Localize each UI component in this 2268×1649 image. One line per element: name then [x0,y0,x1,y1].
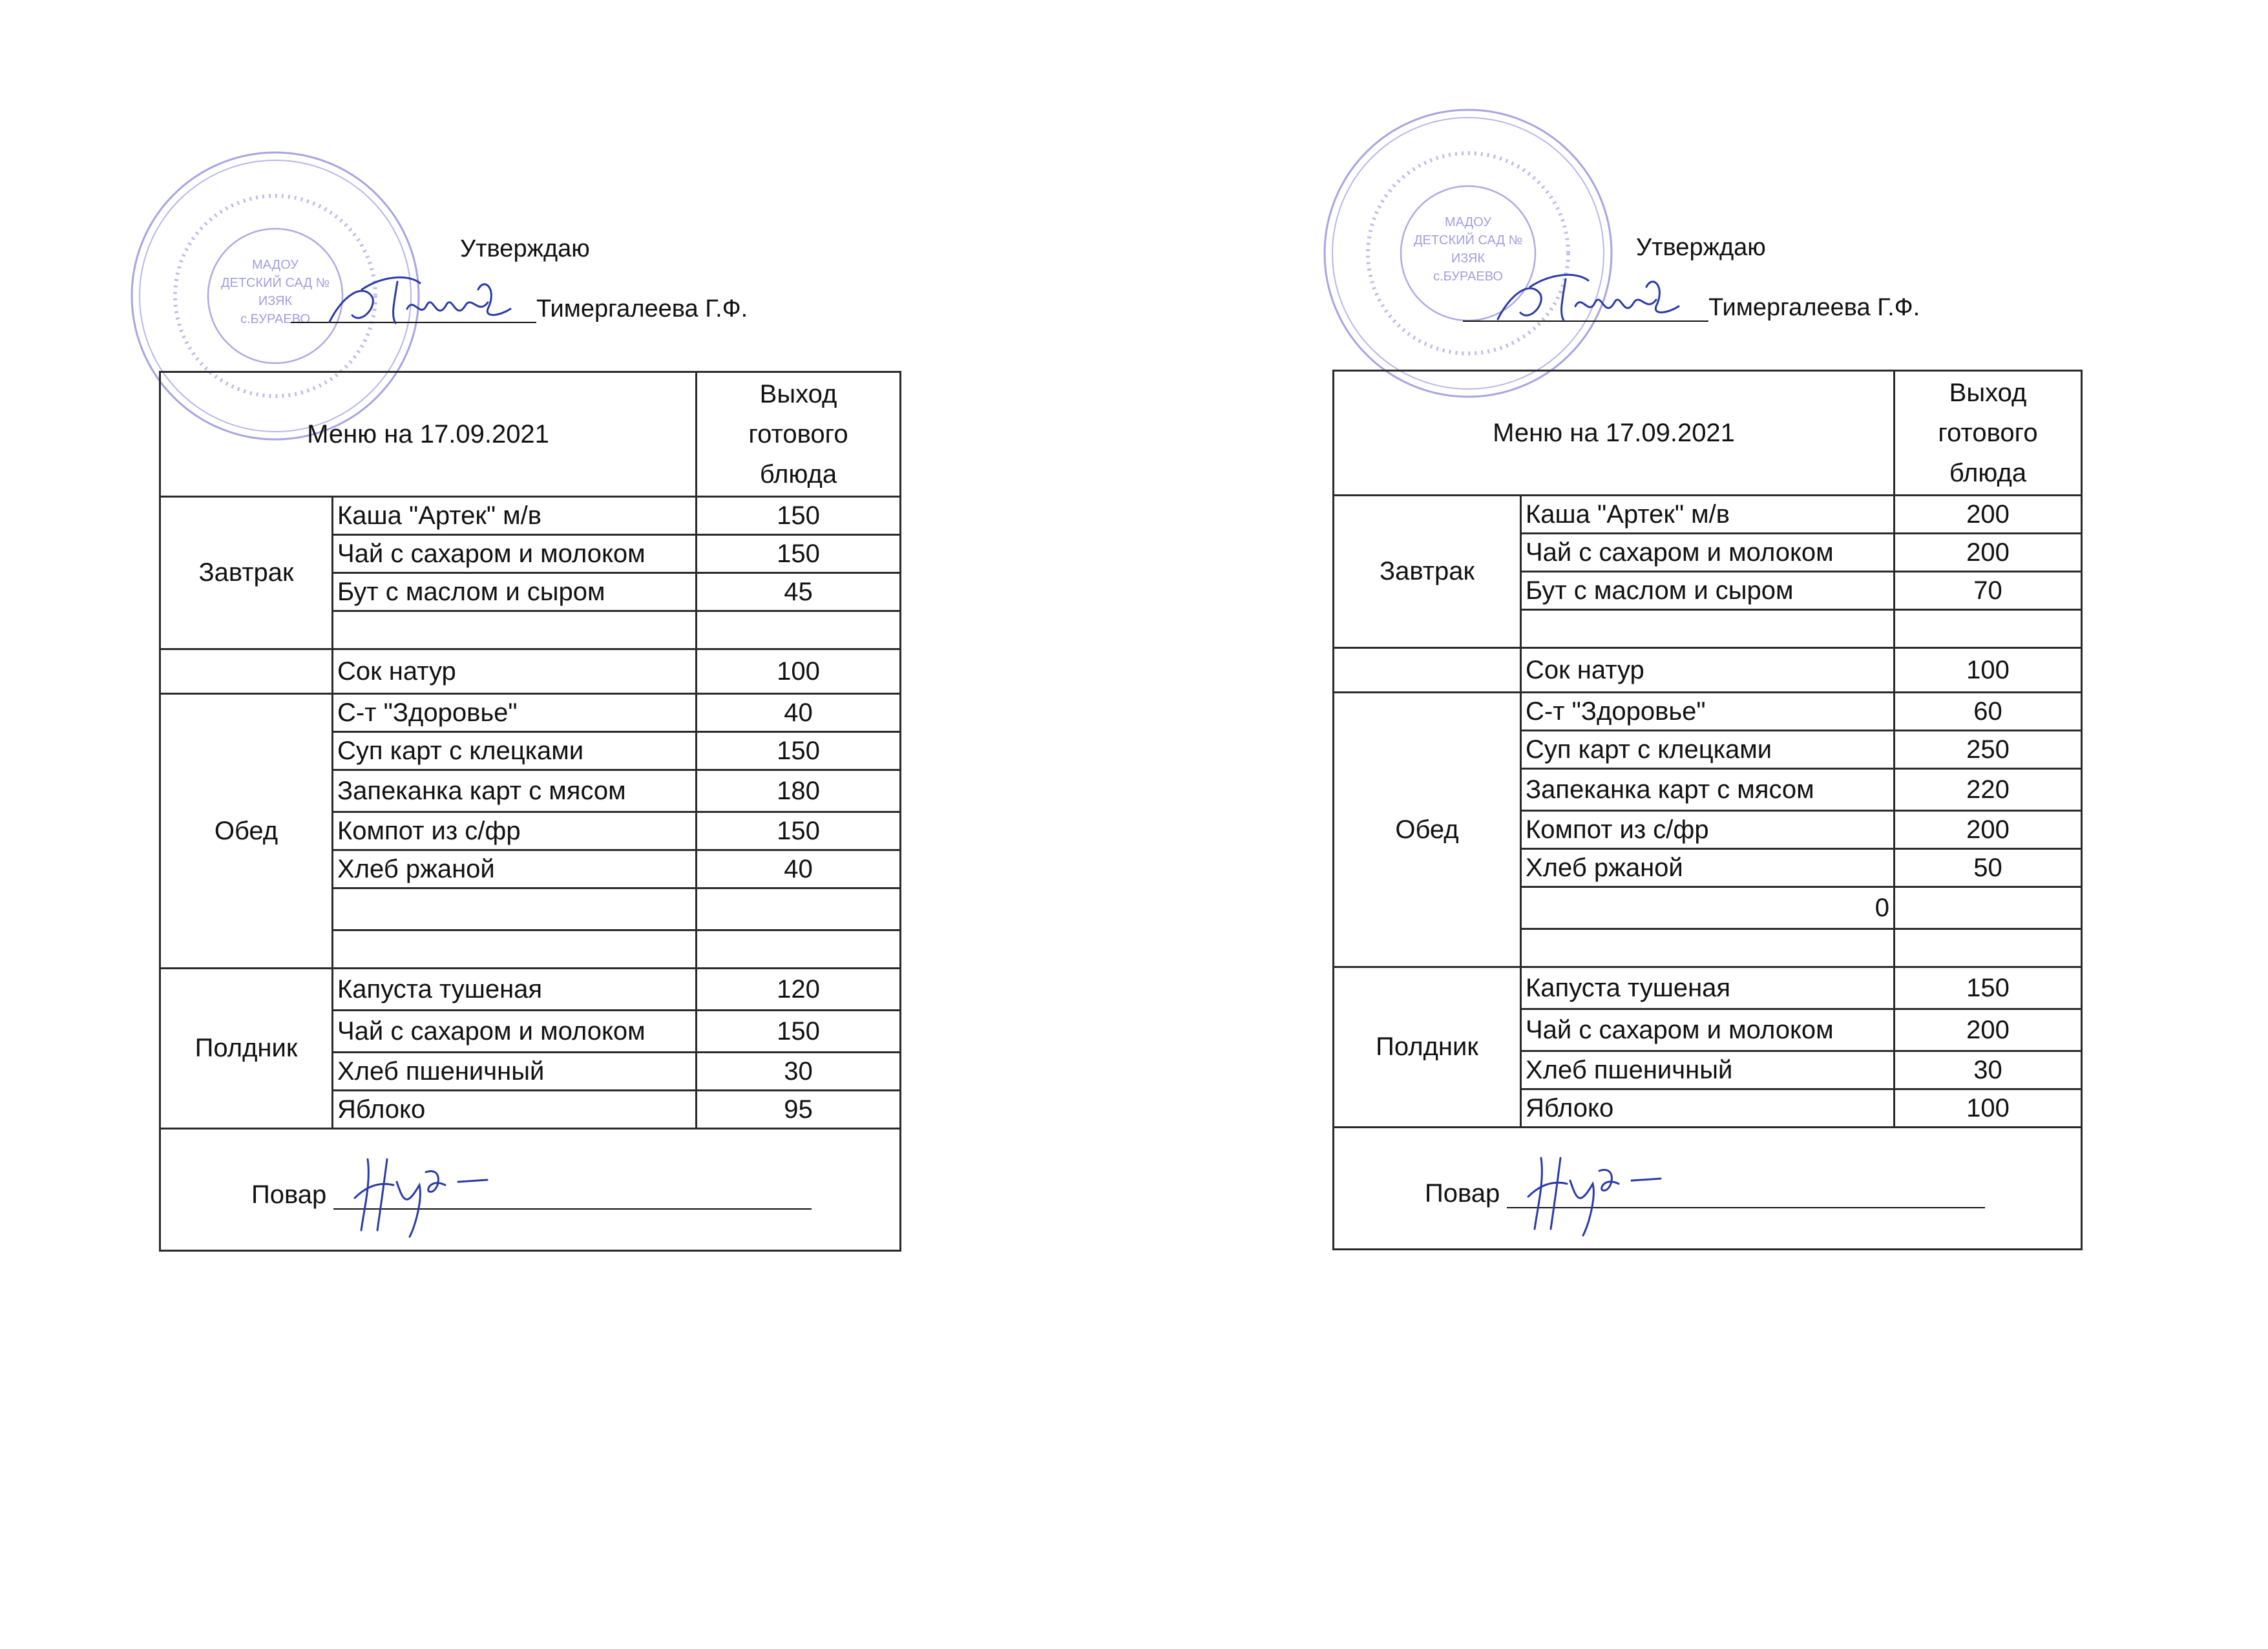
dish-yield: 150 [697,732,901,770]
meal-label-lunch: Обед [1334,693,1521,967]
svg-text:ДЕТСКИЙ САД №: ДЕТСКИЙ САД № [1413,233,1523,247]
table-header-row [160,372,901,497]
svg-text:ИЗЯК: ИЗЯК [1451,251,1486,266]
dish-yield: 50 [1895,849,2082,887]
footer-row [160,1129,901,1251]
dish-name: Хлеб ржаной [333,850,697,888]
dish-yield: 200 [1895,1009,2082,1051]
dish-yield: 40 [697,850,901,888]
dish-name: Капуста тушеная [333,969,697,1011]
dish-yield: 95 [697,1091,901,1129]
menu-table [1332,370,2083,1250]
dish-yield [697,888,901,930]
meal-label-breakfast: Завтрак [160,497,333,649]
dish-yield: 200 [1895,811,2082,849]
menu-date-title: Меню на 17.09.2021 [1334,371,1895,496]
dish-yield: 100 [697,649,901,694]
menu-table [159,371,901,1252]
meal-label-lunch: Обед [160,694,333,969]
table-header-row [1334,371,2082,496]
menu-sheet-right [1176,0,2268,1649]
dish-name: Бут с маслом и сыром [333,573,697,611]
dish-name: Хлеб пшеничный [1521,1051,1895,1089]
meal-label-snack: Полдник [1334,967,1521,1128]
cook-label: Повар [1425,1179,1500,1208]
approver-name: Тимергалеева Г.Ф. [1708,294,1920,321]
table-row [1334,648,2082,693]
dish-yield: 150 [697,535,901,573]
svg-text:ДЕТСКИЙ САД №: ДЕТСКИЙ САД № [220,276,330,290]
table-row [1334,693,2082,731]
dish-name: Чай с сахаром и молоком [333,535,697,573]
dish-name: Хлеб ржаной [1521,849,1895,887]
dish-name: С-т "Здоровье" [333,694,697,732]
dish-yield [1895,929,2082,967]
dish-name: Запеканка карт с мясом [1521,769,1895,811]
cook-signature-icon [1522,1145,1670,1242]
svg-text:МАДОУ: МАДОУ [1444,215,1492,229]
dish-name [1521,610,1895,648]
table-row [160,497,901,535]
yield-header-line: Выход [759,380,837,408]
approve-label: Утверждаю [460,235,590,262]
meal-label-breakfast: Завтрак [1334,496,1521,648]
dish-name: Чай с сахаром и молоком [333,1011,697,1053]
yield-header [1895,371,2082,496]
dish-name [1521,929,1895,967]
dish-name: Чай с сахаром и молоком [1521,534,1895,572]
dish-name: С-т "Здоровье" [1521,693,1895,731]
dish-name: Сок натур [333,649,697,694]
table-row [160,694,901,732]
dish-name: Каша "Артек" м/в [333,497,697,535]
dish-name [333,930,697,969]
dish-yield: 40 [697,694,901,732]
dish-name: Яблоко [333,1091,697,1129]
table-row [160,969,901,1011]
approver-signature-icon [323,270,517,341]
approver-signature-icon [1491,268,1685,339]
dish-name: Сок натур [1521,648,1895,693]
menu-date-title: Меню на 17.09.2021 [160,372,697,497]
dish-yield [1895,610,2082,648]
dish-name: Компот из с/фр [1521,811,1895,849]
dish-yield: 200 [1895,496,2082,534]
dish-name [333,611,697,649]
yield-header-line: блюда [759,460,837,488]
dish-name: Запеканка карт с мясом [333,770,697,812]
yield-header-line: Выход [1949,379,2027,407]
dish-name: Суп карт с клецками [1521,731,1895,769]
dish-yield: 150 [1895,967,2082,1009]
dish-yield: 70 [1895,572,2082,610]
dish-name: Каша "Артек" м/в [1521,496,1895,534]
table-row [1334,967,2082,1009]
dish-yield: 120 [697,969,901,1011]
cook-cell [160,1129,901,1251]
dish-yield: 180 [697,770,901,812]
yield-header-line: блюда [1949,459,2027,487]
approve-label: Утверждаю [1636,234,1766,261]
dish-yield [1895,887,2082,929]
menu-sheet-left [0,0,1098,1649]
dish-yield [697,611,901,649]
dish-yield: 45 [697,573,901,611]
cook-cell [1334,1128,2082,1250]
dish-name: Капуста тушеная [1521,967,1895,1009]
meal-label-juice [160,649,333,694]
dish-name [333,888,697,930]
cook-signature-icon [348,1146,497,1243]
dish-yield: 60 [1895,693,2082,731]
dish-yield: 100 [1895,648,2082,693]
dish-yield: 100 [1895,1089,2082,1128]
approver-name: Тимергалеева Г.Ф. [536,295,748,322]
dish-name: Компот из с/фр [333,812,697,850]
dish-yield: 200 [1895,534,2082,572]
svg-text:ИЗЯК: ИЗЯК [258,294,293,308]
meal-label-juice [1334,648,1521,693]
dish-yield: 150 [697,812,901,850]
dish-name: Хлеб пшеничный [333,1053,697,1091]
footer-row [1334,1128,2082,1250]
svg-text:МАДОУ: МАДОУ [251,258,299,272]
dish-yield: 250 [1895,731,2082,769]
dish-yield: 30 [1895,1051,2082,1089]
dish-name: Бут с маслом и сыром [1521,572,1895,610]
table-row [160,649,901,694]
dish-yield [697,930,901,969]
cook-label: Повар [251,1181,327,1209]
dish-name: Суп карт с клецками [333,732,697,770]
dish-name: Чай с сахаром и молоком [1521,1009,1895,1051]
yield-header-line: готового [1938,419,2038,447]
dish-yield: 150 [697,497,901,535]
yield-header [697,372,901,497]
dish-name: 0 [1521,887,1895,929]
dish-name: Яблоко [1521,1089,1895,1128]
cook-line [1425,1179,1985,1208]
dish-yield: 220 [1895,769,2082,811]
svg-text:с.БУРАЕВО: с.БУРАЕВО [1433,269,1503,284]
dish-yield: 150 [697,1011,901,1053]
svg-text:с.БУРАЕВО: с.БУРАЕВО [240,312,310,326]
table-row [1334,496,2082,534]
yield-header-line: готового [748,420,848,448]
stamp-seal-icon [1319,105,1617,402]
meal-label-snack: Полдник [160,969,333,1129]
dish-yield: 30 [697,1053,901,1091]
cook-line [251,1180,812,1210]
